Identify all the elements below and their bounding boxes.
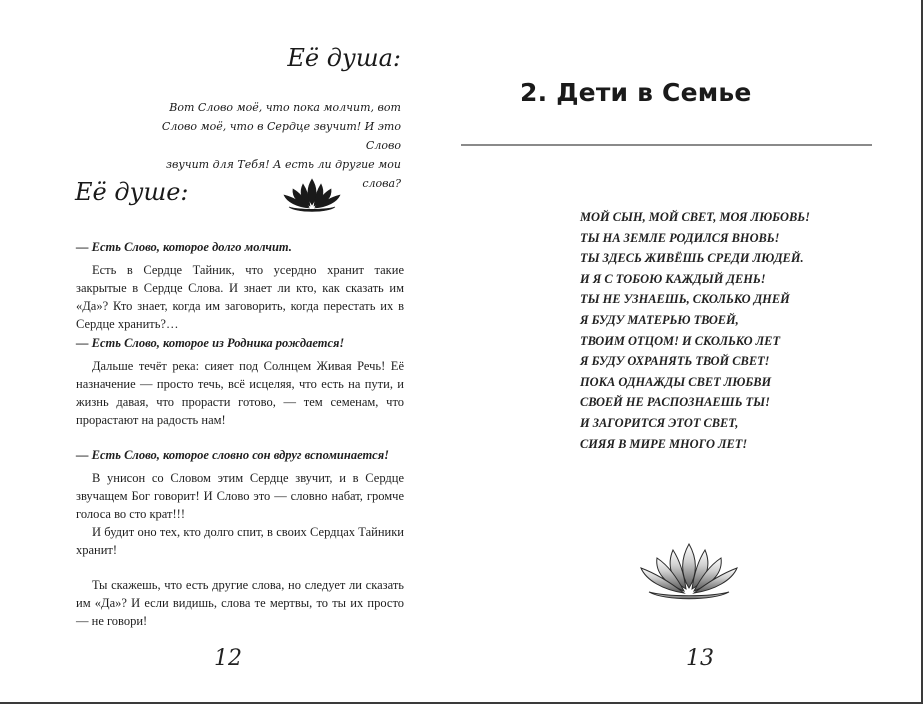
chapter-title: 2. Дети в Семье: [520, 78, 752, 107]
poem-line: ТВОИМ ОТЦОМ! И СКОЛЬКО ЛЕТ: [580, 333, 781, 348]
closing-paragraph: Ты скажешь, что есть другие слова, но следует ли сказать им «Да»? И если видишь, слова те мертвы, то ты их просто — не говори!: [76, 578, 404, 628]
poem-line: ТЫ ЗДЕСЬ ЖИВЁШЬ СРЕДИ ЛЮДЕЙ.: [580, 251, 804, 266]
section-2: [76, 334, 404, 429]
section-paragraph: И будит оно тех, кто долго спит, в своих Сердцах Тайники хранит!: [76, 525, 404, 557]
poem: [580, 207, 810, 454]
section-paragraph: В унисон со Словом этим Сердце звучит, и в Сердце звучащем Бог говорит! И Слово это — словно набат, громче голоса во сто крат!!!: [76, 471, 404, 521]
poem-line: Я БУДУ МАТЕРЬЮ ТВОЕЙ,: [580, 312, 739, 327]
closing-section: [76, 576, 404, 630]
section-lead: — Есть Слово, которое словно сон вдруг вспоминается!: [76, 448, 390, 462]
page-number: 12: [214, 646, 242, 671]
lotus-icon: [633, 538, 745, 604]
section-lead: — Есть Слово, которое долго молчит.: [76, 240, 292, 254]
soul-verse-line: Вот Слово моё, что пока молчит, вот: [169, 101, 401, 114]
lotus-icon: [279, 175, 345, 215]
poem-line: И Я С ТОБОЮ КАЖДЫЙ ДЕНЬ!: [580, 271, 766, 286]
poem-line: ПОКА ОДНАЖДЫ СВЕТ ЛЮБВИ: [580, 374, 772, 389]
soul-verse-line: Слово моё, что в Сердце звучит! И это Слово: [161, 120, 401, 152]
poem-line: СИЯЯ В МИРЕ МНОГО ЛЕТ!: [580, 436, 748, 451]
soul-verse-line: звучит для Тебя! А есть ли другие мои слова?: [165, 158, 401, 190]
poem-line: Я БУДУ ОХРАНЯТЬ ТВОЙ СВЕТ!: [580, 354, 770, 369]
chapter-divider: [461, 144, 872, 146]
souls-heading: Её душе:: [75, 178, 189, 206]
soul-heading: Её душа:: [287, 44, 401, 72]
page-number: 13: [686, 646, 714, 671]
poem-line: ТЫ НЕ УЗНАЕШЬ, СКОЛЬКО ДНЕЙ: [580, 292, 790, 307]
poem-line: СВОЕЙ НЕ РАСПОЗНАЕШЬ ТЫ!: [580, 395, 770, 410]
section-paragraph: Дальше течёт река: сияет под Солнцем Живая Речь! Её назначение — просто течь, всё исцеляя, что есть на пути, и жизнь давая, что прорасти готово, — тем семенам, что прорастают на радость нам!: [76, 359, 404, 427]
section-1: [76, 238, 404, 333]
left-page: [0, 0, 461, 702]
section-paragraph: Есть в Сердце Тайник, что усердно хранит такие закрытые в Сердце Слова. И знает ли кто, как сказать им «Да»? Кто знает, когда им заговорить, когда перестать их в Сердце хранить?…: [76, 263, 404, 331]
section-lead: — Есть Слово, которое из Родника рождается!: [76, 336, 345, 350]
poem-line: ТЫ НА ЗЕМЛЕ РОДИЛСЯ ВНОВЬ!: [580, 230, 780, 245]
poem-line: МОЙ СЫН, МОЙ СВЕТ, МОЯ ЛЮБОВЬ!: [580, 210, 810, 224]
section-3: [76, 446, 404, 559]
poem-line: И ЗАГОРИТСЯ ЭТОТ СВЕТ,: [580, 415, 739, 430]
